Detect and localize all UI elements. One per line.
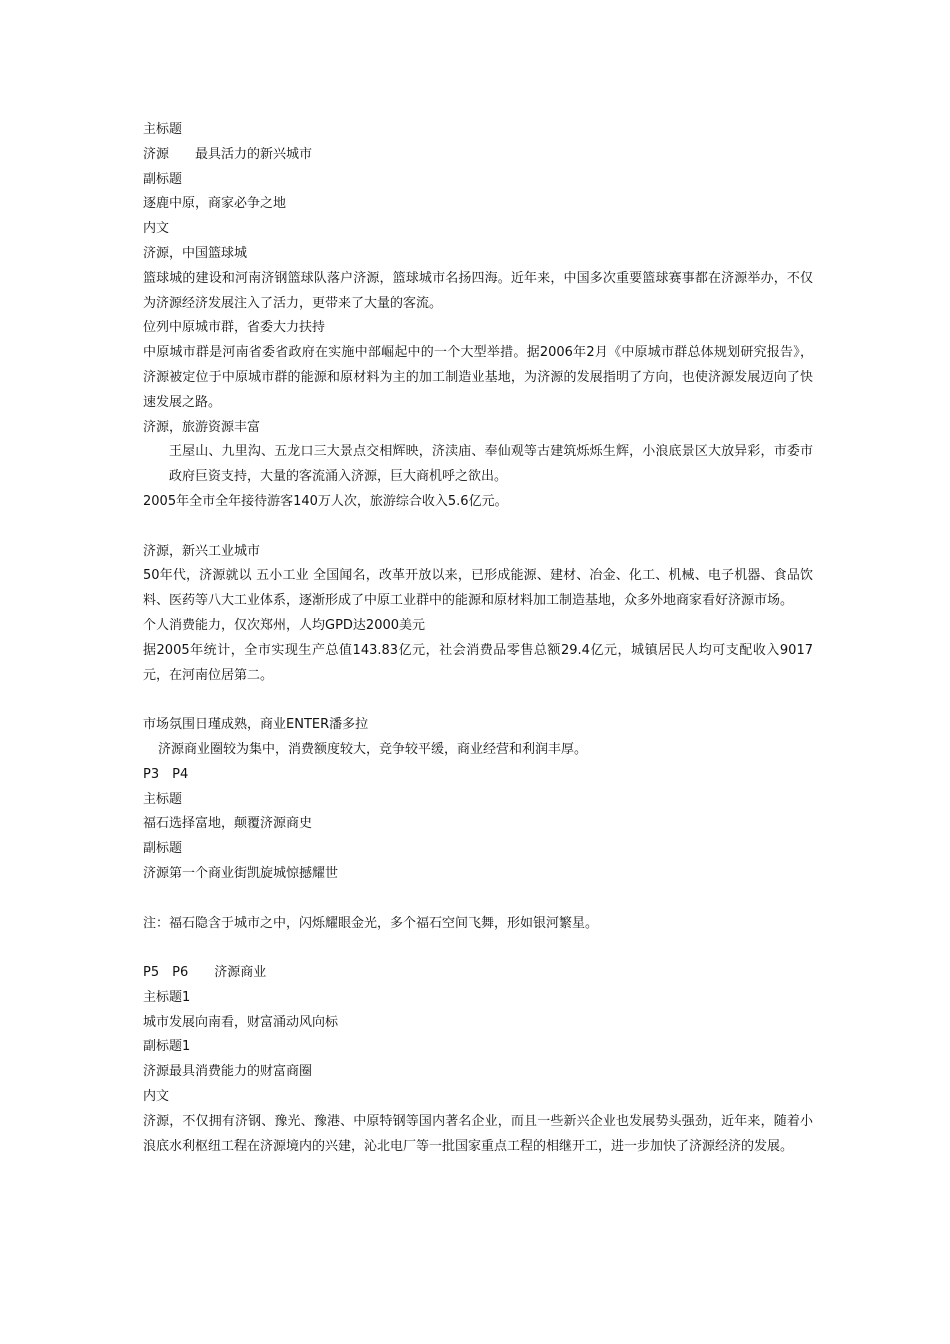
blank-line: [143, 688, 813, 713]
subtitle: 济源最具消费能力的财富商圈: [143, 1064, 313, 1080]
paragraph-industry: 50年代，济源就以 五小工业 全国闻名，改革开放以来，已形成能源、建材、冶金、化工、机械、电子机器、食品饮料、医药等八大工业体系，逐渐形成了中原工业群中的能源和原材料加工制造基地，众多外地商家看好济源市场。: [143, 568, 813, 609]
paragraph-body: 济源，不仅拥有济钢、豫光、豫港、中原特钢等国内著名企业，而且一些新兴企业也发展势头强劲，近年来，随着小浪底水利枢纽工程在济源境内的兴建，沁北电厂等一批国家重点工程的相继开工，进一步加快了济源经济的发展。: [143, 1113, 813, 1154]
subtitle: 济源第一个商业街凯旋城惊撼耀世: [143, 865, 339, 881]
heading-industry: 济源，新兴工业城市: [143, 543, 261, 559]
label-subtitle: 副标题: [143, 841, 183, 857]
blank-line: [143, 887, 813, 912]
label-main-title: 主标题: [143, 122, 183, 137]
subtitle: 逐鹿中原，商家必争之地: [143, 196, 287, 212]
label-subtitle: 副标题1: [143, 1039, 191, 1055]
heading-consumption: 个人消费能力，仅次郑州，人均GPD达2000美元: [143, 617, 426, 633]
blank-line: [143, 936, 813, 961]
page-numbers-p5-p6: P5 P6 济源商业: [143, 965, 267, 981]
label-body: 内文: [143, 1089, 170, 1105]
blank-line: [143, 515, 813, 540]
main-title: 福石选择富地，颠覆济源商史: [143, 816, 313, 832]
main-title: 济源 最具活力的新兴城市: [143, 146, 313, 162]
label-subtitle: 副标题: [143, 171, 183, 187]
note: 注：福石隐含于城市之中，闪烁耀眼金光，多个福石空间飞舞，形如银河繁星。: [143, 915, 599, 931]
heading-basketball: 济源，中国篮球城: [143, 245, 248, 261]
label-main-title: 主标题1: [143, 989, 191, 1005]
paragraph-tourism-stats: 2005年全市全年接待游客140万人次，旅游综合收入5.6亿元。: [143, 493, 508, 509]
heading-market: 市场氛围日瑾成熟，商业ENTER潘多拉: [143, 717, 369, 733]
paragraph-tourism: 王屋山、九里沟、五龙口三大景点交相辉映，济渎庙、奉仙观等古建筑烁烁生辉，小浪底景区大放异彩，市委市政府巨资支持，大量的客流涌入济源，巨大商机呼之欲出。: [169, 444, 813, 485]
main-title: 城市发展向南看，财富涌动风向标: [143, 1014, 339, 1030]
paragraph-consumption: 据2005年统计，全市实现生产总值143.83亿元，社会消费品零售总额29.4亿元，城镇居民人均可支配收入9017元，在河南位居第二。: [143, 642, 813, 683]
label-body: 内文: [143, 221, 170, 237]
paragraph-citygroup: 中原城市群是河南省委省政府在实施中部崛起中的一个大型举措。据2006年2月《中原城市群总体规划研究报告》，济源被定位于中原城市群的能源和原材料为主的加工制造业基地，为济源的发展指明了方向，也使济源发展迈向了快速发展之路。: [143, 345, 813, 410]
label-main-title: 主标题: [143, 791, 183, 807]
page-numbers-p3-p4: P3 P4: [143, 766, 189, 782]
heading-citygroup: 位列中原城市群，省委大力扶持: [143, 320, 326, 336]
heading-tourism: 济源，旅游资源丰富: [143, 419, 261, 435]
paragraph-basketball: 篮球城的建设和河南济钢篮球队落户济源，篮球城市名扬四海。近年来，中国多次重要篮球赛事都在济源举办，不仅为济源经济发展注入了活力，更带来了大量的客流。: [143, 270, 813, 311]
document-page: [143, 118, 813, 1159]
paragraph-market: 济源商业圈较为集中，消费额度较大，竞争较平缓，商业经营和利润丰厚。: [158, 741, 588, 757]
